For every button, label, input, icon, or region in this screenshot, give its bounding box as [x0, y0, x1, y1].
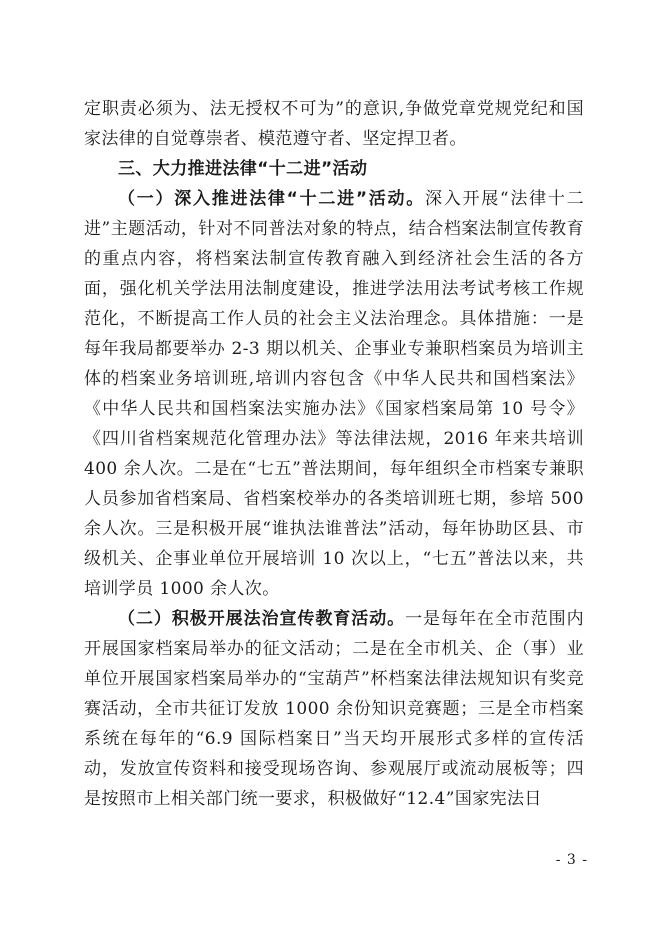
paragraph-1 — [84, 184, 584, 604]
document-body — [84, 94, 584, 814]
paragraph-1-lead: （一）深入推进法律“十二进”活动。 — [118, 189, 425, 209]
paragraph-2-lead: （二）积极开展法治宣传教育活动。 — [118, 609, 406, 629]
page-number: - 3 - — [555, 852, 588, 868]
section-heading: 三、大力推进法律“十二进”活动 — [118, 159, 368, 179]
paragraph-continued: 定职责必须为、法无授权不可为”的意识,争做党章党规党纪和国家法律的自觉尊崇者、模范遵守者、坚定捍卫者。 — [84, 99, 584, 149]
paragraph-2 — [84, 604, 584, 814]
paragraph-2-body: 一是每年在全市范围内开展国家档案局举办的征文活动；二是在全市机关、企（事）业单位开展国家档案局举办的“宝葫芦”杯档案法律法规知识有奖竞赛活动，全市共征订发放 1000 余份知识竞赛题；三是全市档案系统在每年的“6.9 国际档案日”当天均开展形式多样的宣传活动，发放宣传资料和接受现场咨询、参观展厅或流动展板等；四是按照市上相关部门统一要求，积极做好“12.4”国家宪法日 — [84, 609, 585, 809]
paragraph-1-body: 深入开展“法律十二进”主题活动，针对不同普法对象的特点，结合档案法制宣传教育的重点内容，将档案法制宣传教育融入到经济社会生活的各方面，强化机关学法用法制度建设，推进学法用法考试考核工作规范化，不断提高工作人员的社会主义法治理念。具体措施：一是每年我局都要举办 2-3 期以机关、企事业专兼职档案员为培训主体的档案业务培训班,培训内容包含《中华人民共和国档案法》《中华人民共和国档案法实施办法》《国家档案局第 10 号令》《四川省档案规范化管理办法》等法律法规，2016 年来共培训 400 余人次。二是在“七五”普法期间，每年组织全市档案专兼职人员参加省档案局、省档案校举办的各类培训班七期，参培 500 余人次。三是积极开展“谁执法谁普法”活动，每年协助区县、市级机关、企事业单位开展培训 10 次以上，“七五”普法以来，共培训学员 1000 余人次。 — [84, 189, 584, 599]
